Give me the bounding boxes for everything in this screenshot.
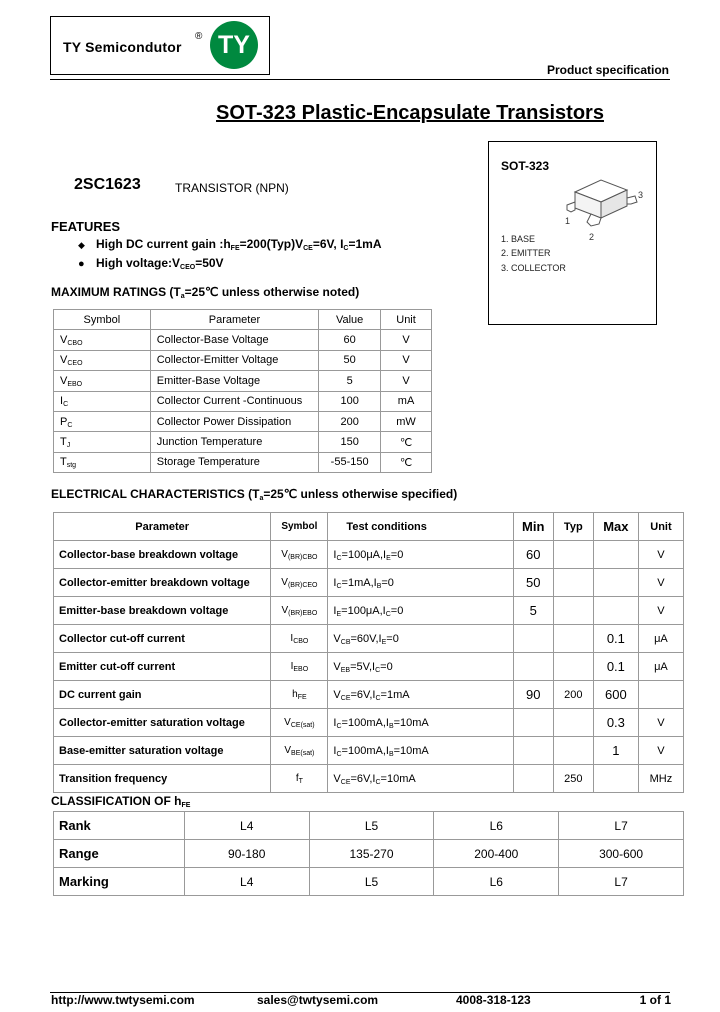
table-header-row bbox=[54, 310, 432, 330]
test-conditions-cell: $I_C=1mA,I_B=0$ bbox=[328, 569, 513, 597]
classification-value-cell: L5 bbox=[309, 812, 434, 840]
features-heading: FEATURES bbox=[51, 219, 121, 234]
unit-cell: MHz bbox=[638, 765, 683, 793]
unit-cell: ℃ bbox=[381, 452, 432, 472]
symbol-cell: $V_{CEO}$ bbox=[54, 350, 151, 370]
unit-cell: V bbox=[638, 597, 683, 625]
feature-dc-gain: High DC current gain $:h_{FE}=200(Typ)V_{CE}=6V$, $I_C=1mA$ bbox=[96, 237, 382, 252]
parameter-cell: Collector-Emitter Voltage bbox=[150, 350, 318, 370]
symbol-cell: $V_{CE(sat)}$ bbox=[271, 709, 328, 737]
typ-cell bbox=[553, 569, 593, 597]
max-ratings-table bbox=[53, 309, 432, 473]
parameter-cell: Storage Temperature bbox=[150, 452, 318, 472]
test-conditions-cell: $I_C=100mA,I_B=10mA$ bbox=[328, 709, 513, 737]
typ-cell bbox=[553, 737, 593, 765]
classification-value-cell: 135-270 bbox=[309, 840, 434, 868]
footer-phone: 4008-318-123 bbox=[456, 993, 531, 1007]
part-type: TRANSISTOR (NPN) bbox=[175, 181, 289, 195]
footer-email-link[interactable]: sales@twtysemi.com bbox=[257, 993, 379, 1007]
circle-bullet-icon: ● bbox=[78, 258, 85, 270]
symbol-cell: $f_T$ bbox=[271, 765, 328, 793]
registered-mark: ® bbox=[195, 31, 203, 42]
min-cell: 5 bbox=[513, 597, 553, 625]
symbol-cell: $T_{stg}$ bbox=[54, 452, 151, 472]
table-row bbox=[54, 432, 432, 452]
min-cell: 60 bbox=[513, 541, 553, 569]
pin-emitter-label: 2. EMITTER bbox=[501, 248, 551, 258]
classification-label-cell: Rank bbox=[54, 812, 185, 840]
value-cell: 50 bbox=[319, 350, 381, 370]
parameter-cell: DC current gain bbox=[54, 681, 271, 709]
value-cell: 150 bbox=[319, 432, 381, 452]
symbol-cell: $I_C$ bbox=[54, 391, 151, 411]
unit-cell: V bbox=[638, 737, 683, 765]
max-cell: 0.3 bbox=[593, 709, 638, 737]
typ-cell: 200 bbox=[553, 681, 593, 709]
test-conditions-cell: $V_{CE}=6V,I_C=1mA$ bbox=[328, 681, 513, 709]
min-cell: 90 bbox=[513, 681, 553, 709]
header-parameter: Parameter bbox=[54, 513, 271, 541]
min-cell bbox=[513, 765, 553, 793]
unit-cell: mA bbox=[381, 391, 432, 411]
unit-cell: μA bbox=[638, 653, 683, 681]
page-title: SOT-323 Plastic-Encapsulate Transistors bbox=[216, 102, 604, 124]
test-conditions-cell: $I_E=100\mu A,I_C=0$ bbox=[328, 597, 513, 625]
max-cell bbox=[593, 541, 638, 569]
typ-cell bbox=[553, 625, 593, 653]
parameter-cell: Collector cut-off current bbox=[54, 625, 271, 653]
test-conditions-cell: $I_C=100\mu A,I_E=0$ bbox=[328, 541, 513, 569]
parameter-cell: Emitter cut-off current bbox=[54, 653, 271, 681]
value-cell: 5 bbox=[319, 371, 381, 391]
header-unit: Unit bbox=[381, 310, 432, 330]
classification-heading: CLASSIFICATION OF $h_{FE}$ bbox=[51, 794, 191, 809]
header-parameter: Parameter bbox=[150, 310, 318, 330]
table-row bbox=[54, 709, 684, 737]
min-cell bbox=[513, 625, 553, 653]
classification-label-cell: Range bbox=[54, 840, 185, 868]
parameter-cell: Collector-base breakdown voltage bbox=[54, 541, 271, 569]
test-conditions-cell: $V_{CB}=60V,I_E=0$ bbox=[328, 625, 513, 653]
value-cell: -55-150 bbox=[319, 452, 381, 472]
min-cell bbox=[513, 709, 553, 737]
symbol-cell: $P_C$ bbox=[54, 411, 151, 431]
company-name: TY Semicondutor bbox=[63, 39, 182, 55]
electrical-characteristics-table bbox=[53, 512, 684, 793]
package-diagram-box bbox=[488, 141, 657, 325]
classification-value-cell: 200-400 bbox=[434, 840, 559, 868]
max-cell: 600 bbox=[593, 681, 638, 709]
parameter-cell: Collector Current -Continuous bbox=[150, 391, 318, 411]
header-unit: Unit bbox=[638, 513, 683, 541]
electrical-characteristics-heading: ELECTRICAL CHARACTERISTICS ($T_a=25℃$ unless otherwise specified) bbox=[51, 487, 458, 502]
footer-website-link[interactable]: http://www.twtysemi.com bbox=[51, 993, 195, 1007]
pin-1-label: 1 bbox=[565, 216, 571, 226]
max-cell: 1 bbox=[593, 737, 638, 765]
table-row bbox=[54, 371, 432, 391]
parameter-cell: Base-emitter saturation voltage bbox=[54, 737, 271, 765]
classification-value-cell: L7 bbox=[559, 868, 684, 896]
table-row bbox=[54, 330, 432, 350]
sot323-package-icon bbox=[561, 172, 651, 252]
header-test-conditions: Test conditions bbox=[328, 513, 513, 541]
footer-page-number: 1 of 1 bbox=[639, 993, 671, 1007]
max-cell bbox=[593, 597, 638, 625]
unit-cell: μA bbox=[638, 625, 683, 653]
header-max: Max bbox=[593, 513, 638, 541]
parameter-cell: Junction Temperature bbox=[150, 432, 318, 452]
min-cell: 50 bbox=[513, 569, 553, 597]
table-row bbox=[54, 350, 432, 370]
symbol-cell: $V_{BE(sat)}$ bbox=[271, 737, 328, 765]
test-conditions-cell: $I_C=100mA,I_B=10mA$ bbox=[328, 737, 513, 765]
value-cell: 60 bbox=[319, 330, 381, 350]
classification-value-cell: L6 bbox=[434, 812, 559, 840]
parameter-cell: Collector Power Dissipation bbox=[150, 411, 318, 431]
feature-high-voltage: High $voltage:V_{CEO}=50V$ bbox=[96, 256, 224, 271]
symbol-cell: $T_J$ bbox=[54, 432, 151, 452]
value-cell: 100 bbox=[319, 391, 381, 411]
symbol-cell: $V_{CBO}$ bbox=[54, 330, 151, 350]
parameter-cell: Collector-emitter breakdown voltage bbox=[54, 569, 271, 597]
classification-label-cell: Marking bbox=[54, 868, 185, 896]
typ-cell bbox=[553, 709, 593, 737]
classification-value-cell: 300-600 bbox=[559, 840, 684, 868]
header-min: Min bbox=[513, 513, 553, 541]
typ-cell bbox=[553, 541, 593, 569]
table-row bbox=[54, 597, 684, 625]
classification-value-cell: 90-180 bbox=[184, 840, 309, 868]
parameter-cell: Transition frequency bbox=[54, 765, 271, 793]
typ-cell: 250 bbox=[553, 765, 593, 793]
symbol-cell: $V_{(BR)CBO}$ bbox=[271, 541, 328, 569]
classification-value-cell: L4 bbox=[184, 812, 309, 840]
pin-2-label: 2 bbox=[589, 232, 595, 242]
unit-cell: mW bbox=[381, 411, 432, 431]
header-value: Value bbox=[319, 310, 381, 330]
parameter-cell: Collector-emitter saturation voltage bbox=[54, 709, 271, 737]
test-conditions-cell: $V_{EB}=5V,I_C=0$ bbox=[328, 653, 513, 681]
table-row bbox=[54, 452, 432, 472]
max-cell bbox=[593, 765, 638, 793]
table-row bbox=[54, 812, 684, 840]
symbol-cell: $I_{EBO}$ bbox=[271, 653, 328, 681]
test-conditions-cell: $V_{CE}=6V,I_C=10mA$ bbox=[328, 765, 513, 793]
classification-value-cell: L6 bbox=[434, 868, 559, 896]
table-row bbox=[54, 868, 684, 896]
symbol-cell: $V_{(BR)CEO}$ bbox=[271, 569, 328, 597]
symbol-cell: $V_{(BR)EBO}$ bbox=[271, 597, 328, 625]
classification-value-cell: L7 bbox=[559, 812, 684, 840]
unit-cell: V bbox=[638, 709, 683, 737]
unit-cell: V bbox=[638, 569, 683, 597]
table-header-row bbox=[54, 513, 684, 541]
part-number: 2SC1623 bbox=[74, 176, 141, 193]
header-symbol: Symbol bbox=[271, 513, 328, 541]
table-row bbox=[54, 737, 684, 765]
unit-cell: V bbox=[381, 350, 432, 370]
logo-box bbox=[50, 16, 270, 75]
parameter-cell: Emitter-Base Voltage bbox=[150, 371, 318, 391]
pin-base-label: 1. BASE bbox=[501, 234, 536, 244]
parameter-cell: Emitter-base breakdown voltage bbox=[54, 597, 271, 625]
package-title: SOT-323 bbox=[501, 159, 550, 173]
unit-cell: ℃ bbox=[381, 432, 432, 452]
table-row bbox=[54, 391, 432, 411]
classification-value-cell: L4 bbox=[184, 868, 309, 896]
typ-cell bbox=[553, 653, 593, 681]
table-row bbox=[54, 625, 684, 653]
parameter-cell: Collector-Base Voltage bbox=[150, 330, 318, 350]
table-row bbox=[54, 840, 684, 868]
max-ratings-heading: MAXIMUM RATINGS ($T_a=25℃$ unless otherwise noted) bbox=[51, 285, 360, 300]
table-row bbox=[54, 653, 684, 681]
classification-table bbox=[53, 811, 684, 896]
unit-cell: V bbox=[638, 541, 683, 569]
table-row bbox=[54, 569, 684, 597]
max-cell: 0.1 bbox=[593, 653, 638, 681]
unit-cell bbox=[638, 681, 683, 709]
table-row bbox=[54, 541, 684, 569]
unit-cell: V bbox=[381, 330, 432, 350]
pin-collector-label: 3. COLLECTOR bbox=[501, 263, 566, 273]
symbol-cell: $h_{FE}$ bbox=[271, 681, 328, 709]
max-cell bbox=[593, 569, 638, 597]
typ-cell bbox=[553, 597, 593, 625]
value-cell: 200 bbox=[319, 411, 381, 431]
table-row bbox=[54, 681, 684, 709]
unit-cell: V bbox=[381, 371, 432, 391]
table-row bbox=[54, 411, 432, 431]
header-typ: Typ bbox=[553, 513, 593, 541]
max-cell: 0.1 bbox=[593, 625, 638, 653]
diamond-bullet-icon: ◆ bbox=[78, 240, 85, 250]
header-divider bbox=[50, 79, 670, 80]
header-symbol: Symbol bbox=[54, 310, 151, 330]
symbol-cell: $V_{EBO}$ bbox=[54, 371, 151, 391]
symbol-cell: $I_{CBO}$ bbox=[271, 625, 328, 653]
min-cell bbox=[513, 653, 553, 681]
ty-logo-icon: TY bbox=[210, 21, 258, 69]
classification-value-cell: L5 bbox=[309, 868, 434, 896]
pin-3-label: 3 bbox=[638, 190, 644, 200]
table-row bbox=[54, 765, 684, 793]
min-cell bbox=[513, 737, 553, 765]
product-specification-label: Product specification bbox=[546, 63, 669, 77]
